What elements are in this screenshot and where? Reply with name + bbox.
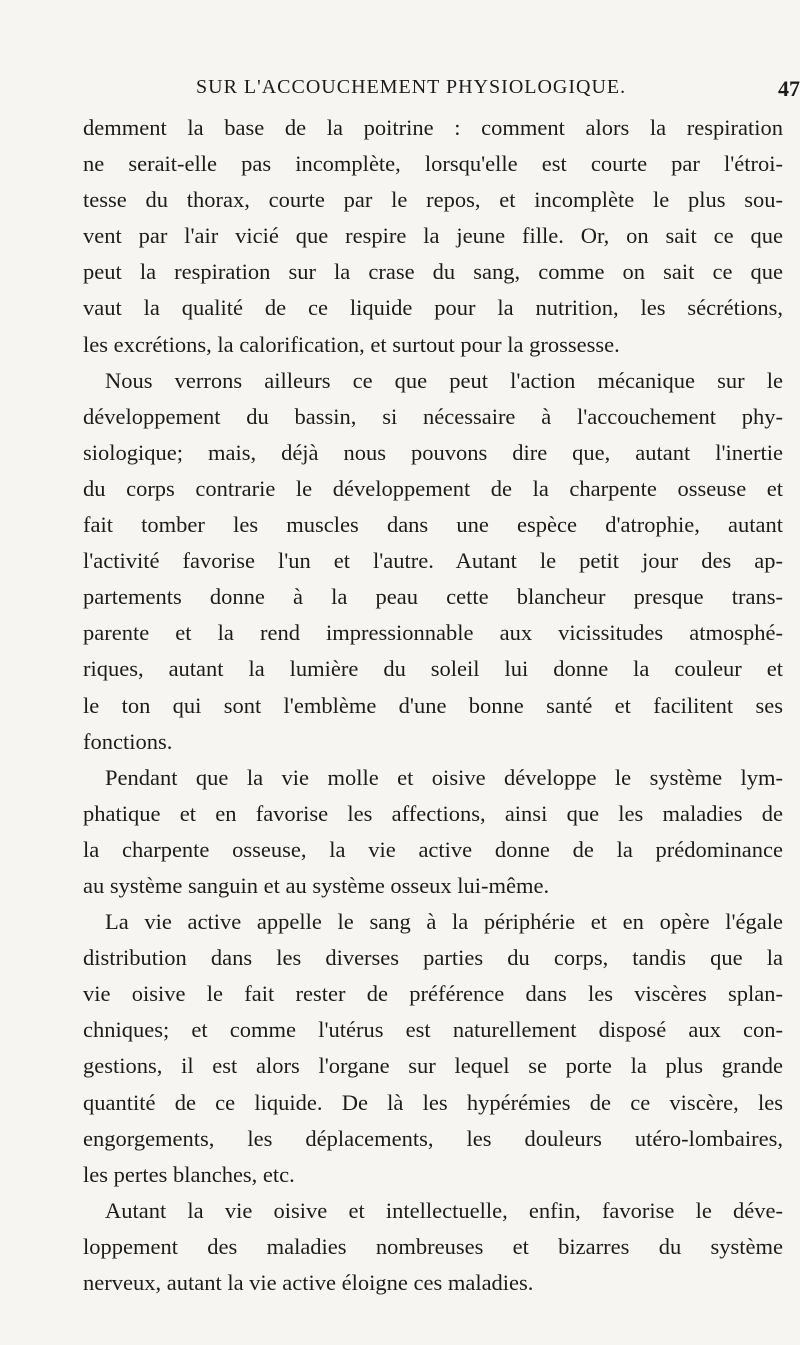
text-line: loppement des maladies nombreuses et bizarres du système [83,1233,783,1259]
text-line: ne serait-elle pas incomplète, lorsqu'elle est courte par l'étroi- [83,151,783,177]
text-line: quantité de ce liquide. De là les hypérémies de ce viscère, les [83,1089,783,1115]
text-line: phatique et en favorise les affections, ainsi que les maladies de [83,800,783,826]
text-line: siologique; mais, déjà nous pouvons dire que, autant l'inertie [83,439,783,465]
text-line: Autant la vie oisive et intellectuelle, enfin, favorise le déve- [105,1197,783,1223]
text-line: gestions, il est alors l'organe sur lequel se porte la plus grande [83,1053,783,1079]
text-line: fonctions. [83,728,173,754]
text-line: nerveux, autant la vie active éloigne ces maladies. [83,1270,534,1295]
text-line: vent par l'air vicié que respire la jeune fille. Or, on sait ce que [83,223,783,249]
text-line: les excrétions, la calorification, et surtout pour la grossesse. [83,331,620,357]
text-line: engorgements, les déplacements, les douleurs utéro-lombaires, [83,1125,783,1151]
text-line: le ton qui sont l'emblème d'une bonne santé et facilitent ses [83,692,783,718]
text-line: riques, autant la lumière du soleil lui donne la couleur et [83,656,783,682]
text-line: vie oisive le fait rester de préférence dans les viscères splan- [83,981,783,1007]
text-line: au système sanguin et au système osseux lui-même. [83,872,550,898]
running-head [196,76,796,99]
text-line: Nous verrons ailleurs ce que peut l'action mécanique sur le [105,367,783,393]
text-line: distribution dans les diverses parties du corps, tandis que la [83,945,783,971]
text-line: les pertes blanches, etc. [83,1161,295,1187]
text-line: vaut la qualité de ce liquide pour la nutrition, les sécrétions, [83,295,783,321]
running-title: SUR L'ACCOUCHEMENT PHYSIOLOGIQUE. [196,76,627,98]
text-line: demment la base de la poitrine : comment alors la respiration [83,115,783,140]
text-line: parente et la rend impressionnable aux vicissitudes atmosphé- [83,620,783,646]
text-line: La vie active appelle le sang à la périphérie et en opère l'égale [105,909,783,935]
text-line: Pendant que la vie molle et oisive développe le système lym- [105,764,783,790]
text-line: l'activité favorise l'un et l'autre. Autant le petit jour des ap- [83,548,783,574]
text-line: la charpente osseuse, la vie active donne de la prédominance [83,836,783,862]
text-line: tesse du thorax, courte par le repos, et incomplète le plus sou- [83,187,783,213]
text-line: partements donne à la peau cette blancheur presque trans- [83,584,783,610]
body-text [83,110,783,1301]
text-line: fait tomber les muscles dans une espèce d'atrophie, autant [83,512,783,538]
page-number: 47 [778,76,800,101]
text-line: du corps contrarie le développement de la charpente osseuse et [83,475,783,501]
text-line: peut la respiration sur la crase du sang, comme on sait ce que [83,259,783,285]
text-line: chniques; et comme l'utérus est naturellement disposé aux con- [83,1017,783,1043]
text-line: développement du bassin, si nécessaire à l'accouchement phy- [83,403,783,429]
